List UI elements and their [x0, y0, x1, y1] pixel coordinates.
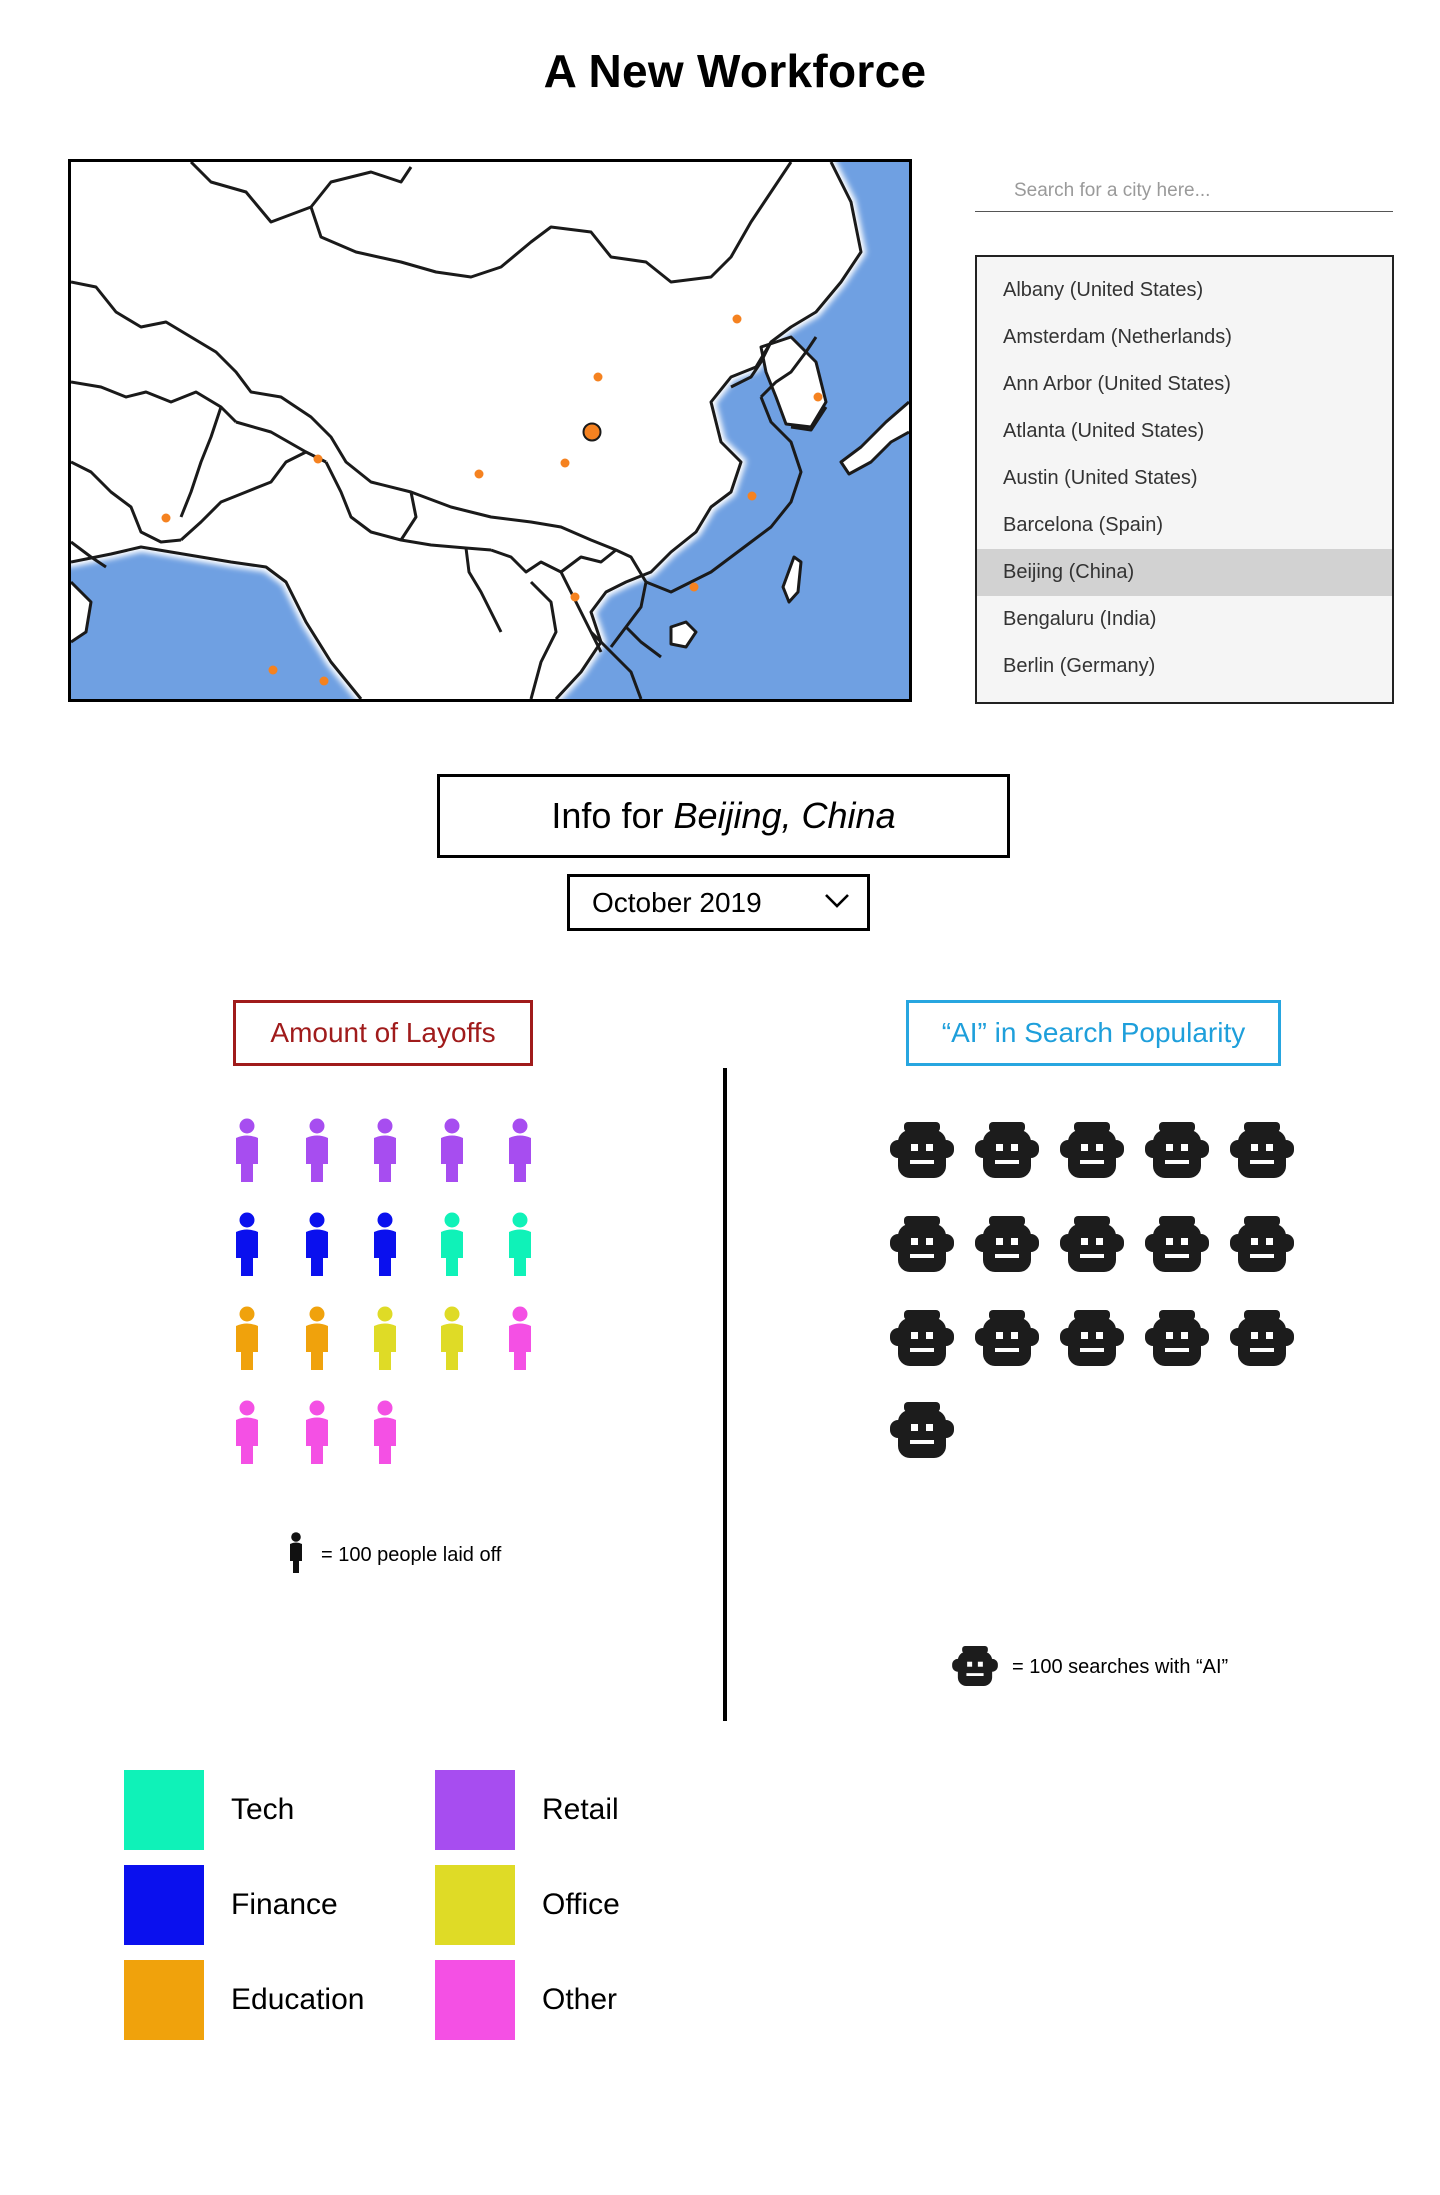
city-list-item[interactable]: Berlin (Germany)	[1003, 655, 1156, 677]
legend-label: Retail	[542, 1793, 619, 1826]
person-icon	[302, 1400, 332, 1471]
person-icon	[232, 1306, 262, 1377]
legend-swatch	[435, 1865, 515, 1945]
person-icon	[287, 1532, 305, 1579]
robot-icon	[1145, 1310, 1209, 1371]
info-city: Beijing, China	[673, 795, 896, 836]
city-marker[interactable]	[561, 459, 570, 468]
selected-city-marker[interactable]	[584, 424, 601, 441]
legend-swatch	[435, 1960, 515, 2040]
person-icon	[437, 1118, 467, 1189]
person-icon	[232, 1212, 262, 1283]
city-marker[interactable]	[314, 455, 323, 464]
city-list[interactable]	[975, 255, 1394, 704]
person-icon	[370, 1400, 400, 1471]
person-icon	[302, 1212, 332, 1283]
robot-icon	[1060, 1216, 1124, 1277]
legend-swatch	[124, 1770, 204, 1850]
city-marker[interactable]	[733, 315, 742, 324]
legend-label: Other	[542, 1983, 618, 2016]
city-list-item[interactable]: Albany (United States)	[1003, 279, 1204, 301]
robot-icon	[975, 1122, 1039, 1183]
info-prefix: Info for	[551, 795, 674, 836]
person-icon	[437, 1306, 467, 1377]
person-icon	[232, 1400, 262, 1471]
robot-icon	[1145, 1122, 1209, 1183]
date-select[interactable]	[567, 874, 870, 931]
ai-caption: = 100 searches with “AI”	[1012, 1656, 1229, 1678]
person-icon	[505, 1118, 535, 1189]
robot-icon	[975, 1216, 1039, 1277]
city-list-item[interactable]: Amsterdam (Netherlands)	[1003, 326, 1232, 348]
legend-swatch	[435, 1770, 515, 1850]
robot-icon	[890, 1310, 954, 1371]
page-title: A New Workforce	[543, 45, 927, 97]
robot-icon	[952, 1646, 998, 1691]
city-list-item[interactable]: Barcelona (Spain)	[1003, 514, 1164, 536]
map[interactable]	[68, 159, 912, 702]
layoffs-header: Amount of Layoffs	[233, 1000, 533, 1066]
robot-icon	[975, 1310, 1039, 1371]
ai-header: “AI” in Search Popularity	[906, 1000, 1281, 1066]
city-marker[interactable]	[748, 492, 757, 501]
person-icon	[302, 1306, 332, 1377]
city-marker[interactable]	[269, 666, 278, 675]
robot-icon	[890, 1122, 954, 1183]
robot-icon	[1060, 1122, 1124, 1183]
legend-label: Finance	[231, 1888, 338, 1921]
robot-icon	[1230, 1310, 1294, 1371]
person-icon	[302, 1118, 332, 1189]
robot-icon	[890, 1402, 954, 1463]
robot-icon	[1145, 1216, 1209, 1277]
person-icon	[370, 1306, 400, 1377]
robot-icon	[1230, 1122, 1294, 1183]
city-list-item[interactable]: Ann Arbor (United States)	[1003, 373, 1231, 395]
person-icon	[370, 1118, 400, 1189]
legend-label: Tech	[231, 1793, 295, 1826]
info-box	[437, 774, 1010, 858]
person-icon	[232, 1118, 262, 1189]
city-list-item[interactable]: Beijing (China)	[977, 549, 1392, 596]
robot-icon	[1230, 1216, 1294, 1277]
city-marker[interactable]	[690, 583, 699, 592]
person-icon	[437, 1212, 467, 1283]
chevron-down-icon	[823, 891, 851, 911]
robot-icon	[890, 1216, 954, 1277]
search-input[interactable]	[975, 170, 1393, 212]
city-marker[interactable]	[814, 393, 823, 402]
legend-label: Office	[542, 1888, 620, 1921]
section-divider	[723, 1068, 727, 1721]
person-icon	[505, 1306, 535, 1377]
city-list-item[interactable]: Atlanta (United States)	[1003, 420, 1205, 442]
legend-swatch	[124, 1865, 204, 1945]
legend-label: Education	[231, 1983, 365, 2016]
city-marker[interactable]	[475, 470, 484, 479]
city-marker[interactable]	[594, 373, 603, 382]
map-svg[interactable]	[71, 162, 909, 699]
layoffs-caption: = 100 people laid off	[321, 1544, 502, 1566]
city-marker[interactable]	[320, 677, 329, 686]
person-icon	[505, 1212, 535, 1283]
city-list-item[interactable]: Austin (United States)	[1003, 467, 1198, 489]
city-marker[interactable]	[162, 514, 171, 523]
city-marker[interactable]	[571, 593, 580, 602]
date-select-value: October 2019	[592, 887, 762, 918]
person-icon	[370, 1212, 400, 1283]
legend-swatch	[124, 1960, 204, 2040]
robot-icon	[1060, 1310, 1124, 1371]
city-list-item[interactable]: Bengaluru (India)	[1003, 608, 1157, 630]
